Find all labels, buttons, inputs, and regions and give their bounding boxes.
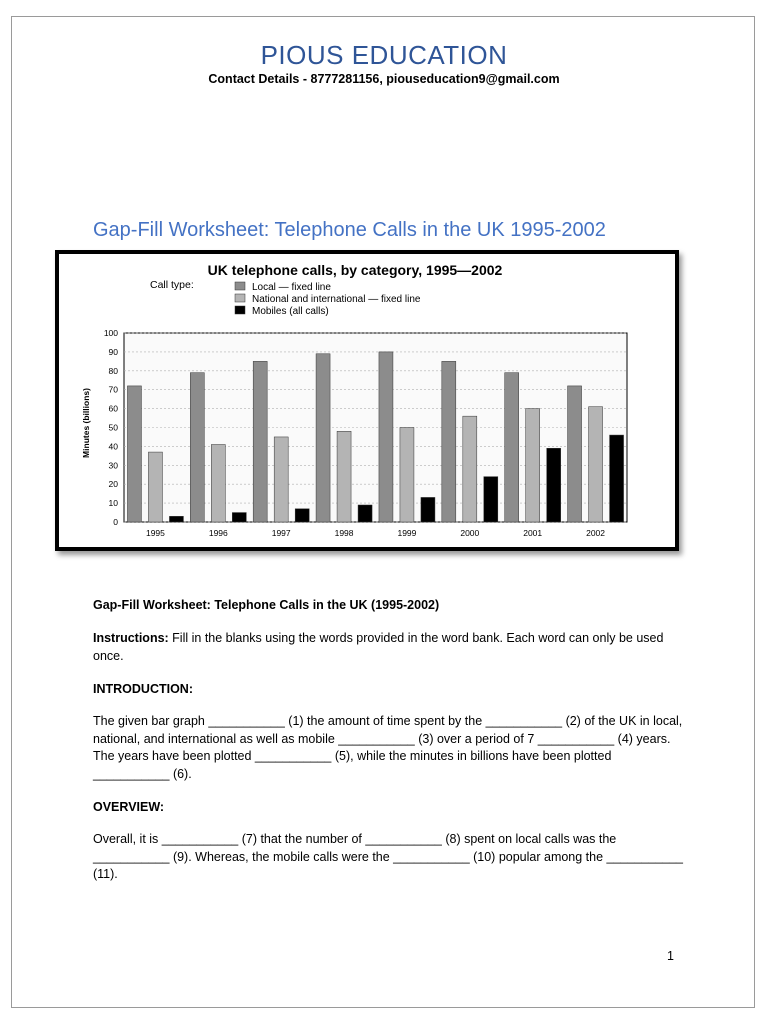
y-tick-label: 60 [108, 403, 118, 414]
x-tick-label: 2000 [460, 528, 480, 538]
bar [148, 452, 162, 522]
bar [316, 354, 330, 522]
y-tick-label: 50 [108, 422, 118, 433]
y-tick-label: 90 [108, 346, 118, 357]
org-title: PIOUS EDUCATION [260, 40, 508, 70]
y-tick-label: 70 [108, 384, 118, 395]
bar [211, 445, 225, 522]
instructions-text: Fill in the blanks using the words provided in the word bank. Each word can only be used once. [93, 631, 664, 663]
instructions-label: Instructions: [93, 631, 169, 645]
y-tick-label: 20 [108, 479, 118, 490]
x-tick-label: 1998 [334, 528, 354, 538]
bar [547, 448, 561, 522]
chart-title: UK telephone calls, by category, 1995—2002 [207, 262, 503, 278]
legend-title: Call type: [150, 279, 194, 291]
bar [274, 437, 288, 522]
bar [295, 509, 309, 522]
legend-swatch [235, 282, 245, 290]
instructions [93, 630, 683, 665]
legend-label: National and international — fixed line [252, 294, 421, 305]
y-axis-label: Minutes (billions) [81, 388, 91, 458]
bar [337, 431, 351, 522]
bar [379, 352, 393, 522]
legend-label: Mobiles (all calls) [252, 306, 329, 317]
y-tick-label: 0 [113, 517, 118, 527]
y-tick-label: 10 [108, 498, 118, 509]
x-tick-label: 1995 [145, 528, 165, 538]
bar [421, 497, 435, 522]
bar [358, 505, 372, 522]
bar [190, 373, 204, 522]
overview-paragraph: Overall, it is ___________ (7) that the number of ___________ (8) spent on local calls was the ___________ (9). Whereas, the mobile calls were the ___________ (10) popular among the ___________ (11). [93, 832, 684, 881]
contact-details: Contact Details - 8777281156, piouseducation9@gmail.com [208, 72, 560, 86]
x-tick-label: 2002 [586, 528, 606, 538]
bar [505, 373, 519, 522]
y-tick-label: 40 [108, 441, 118, 452]
x-tick-label: 1997 [271, 528, 291, 538]
introduction-paragraph: The given bar graph ___________ (1) the amount of time spent by the ___________ (2) of the UK in local, national, and international as well as mobile ___________ (3) over a period of 7 ___________ (4) years. The years have been plotted ___________ (5), while the minutes in billions have been plotted ___________ (6). [93, 714, 683, 781]
bar [169, 516, 183, 522]
bar [484, 477, 498, 522]
bar [127, 386, 141, 522]
bar [463, 416, 477, 522]
overview-heading: OVERVIEW: [93, 800, 165, 814]
bar [526, 409, 540, 522]
bar [568, 386, 582, 522]
bar [442, 361, 456, 522]
page-number: 1 [667, 949, 674, 963]
y-tick-label: 80 [108, 365, 118, 376]
bar [589, 407, 603, 522]
bar-chart [59, 254, 675, 547]
legend-swatch [235, 306, 245, 314]
legend-label: Local — fixed line [252, 282, 331, 293]
chart-legend [235, 282, 421, 317]
y-tick-label: 30 [108, 460, 118, 471]
introduction-heading: INTRODUCTION: [93, 682, 193, 696]
x-tick-label: 1996 [208, 528, 228, 538]
x-tick-label: 2001 [523, 528, 543, 538]
worksheet-subtitle: Gap-Fill Worksheet: Telephone Calls in the UK (1995-2002) [93, 598, 440, 612]
bar [400, 428, 414, 523]
chart-figure [55, 250, 679, 551]
legend-swatch [235, 294, 245, 302]
y-tick-label: 100 [103, 328, 118, 338]
worksheet-heading: Gap-Fill Worksheet: Telephone Calls in the UK 1995-2002 [93, 219, 606, 241]
bar [253, 361, 267, 522]
bar [610, 435, 624, 522]
x-tick-label: 1999 [397, 528, 417, 538]
bar [232, 513, 246, 522]
